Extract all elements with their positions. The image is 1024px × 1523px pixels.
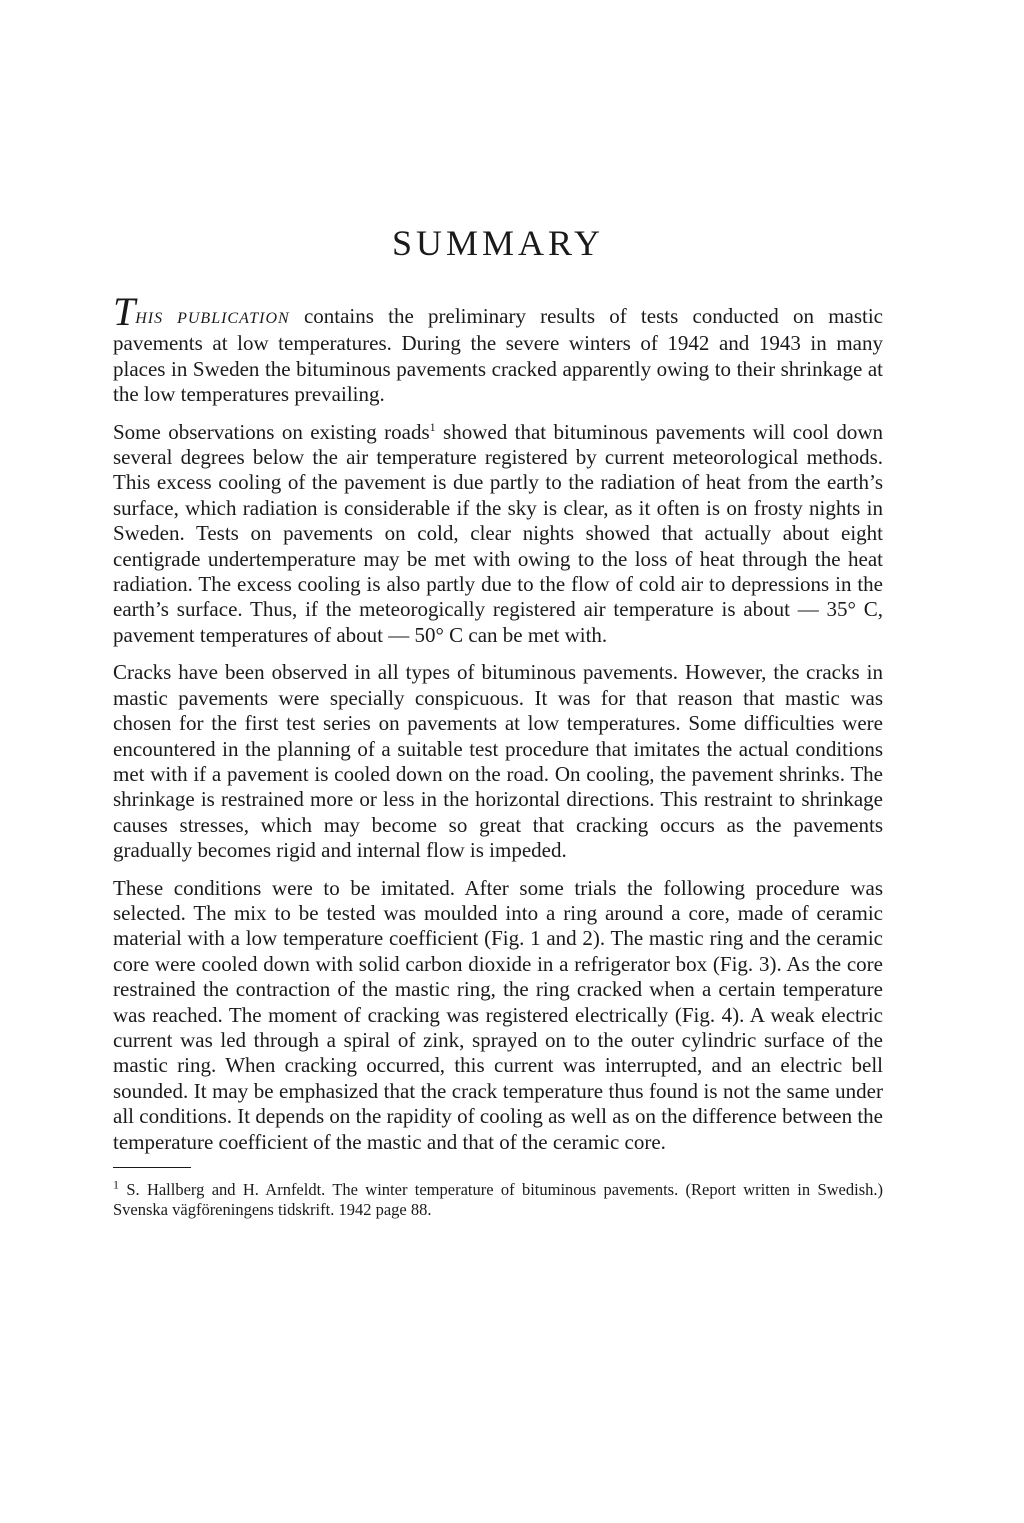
summary-body bbox=[113, 289, 884, 1232]
footnote-reference: 1 bbox=[429, 419, 436, 434]
footnote-marker: 1 bbox=[113, 1177, 119, 1192]
drop-cap: T bbox=[113, 289, 136, 334]
paragraph-1 bbox=[113, 289, 884, 408]
paragraph-2-text-b: showed that bituminous pavements will cool down several degrees below the air temperature registered by current meteorological methods. This excess cooling of the pavement is due partly to the radiation of heat from the earth’s surface, which radiation is considerable if the sky is clear, as it often is on frosty nights in Sweden. Tests on pavements on cold, clear nights showed that actually about eight centigrade undertemperature may be met with owing to the loss of heat through the heat radiation. The excess cooling is also partly due to the flow of cold air to depressions in the earth’s surface. Thus, if the meteorogically registered air temperature is about — 35° C, pavement temperatures of about — 50° C can be met with. bbox=[113, 419, 884, 647]
footnote-text: S. Hallberg and H. Arnfeldt. The winter temperature of bituminous pavements. (Report written in Swedish.) Svenska vägföreningens tidskrift. 1942 page 88. bbox=[113, 1180, 883, 1219]
lead-in-words: HIS PUBLICATION bbox=[135, 310, 290, 327]
footnote-divider bbox=[113, 1167, 191, 1168]
paragraph-2-text-a: Some observations on existing roads bbox=[113, 419, 430, 444]
page-title: SUMMARY bbox=[391, 223, 605, 263]
paragraph-2 bbox=[113, 420, 883, 649]
paragraph-1-text: contains the preliminary results of tests conducted on mastic pavements at low temperatures. During the severe winters of 1942 and 1943 in many places in Sweden the bituminous pavements cracked apparently owing to their shrinkage at the low temperatures prevailing. bbox=[113, 304, 884, 407]
footnote bbox=[113, 1177, 883, 1220]
paragraph-4: These conditions were to be imitated. After some trials the following procedure was selected. The mix to be tested was moulded into a ring around a core, made of ceramic material with a low temperature coefficient (Fig. 1 and 2). The mastic ring and the ceramic core were cooled down with solid carbon dioxide in a refrigerator box (Fig. 3). As the core restrained the contraction of the mastic ring, the ring cracked when a certain temperature was reached. The moment of cracking was registered electrically (Fig. 4). A weak electric current was led through a spiral of zink, sprayed on to the outer cylindric surface of the mastic ring. When cracking occurred, this current was interrupted, and an electric bell sounded. It may be emphasized that the crack temperature thus found is not the same under all conditions. It depends on the rapidity of cooling as well as on the difference between the temperature coefficient of the mastic and that of the ceramic core. bbox=[113, 875, 883, 1154]
paragraph-3: Cracks have been observed in all types of bituminous pavements. However, the cracks in mastic pavements were specially conspicuous. It was for that reason that mastic was chosen for the first test series on pavements at low temperatures. Some difficulties were encountered in the planning of a suitable test procedure that imitates the actual conditions met with if a pavement is cooled down on the road. On cooling, the pavement shrinks. The shrinkage is restrained more or less in the horizontal directions. This restraint to shrinkage causes stresses, which may become so great that cracking occurs as the pavements gradually becomes rigid and internal flow is impeded. bbox=[113, 660, 883, 863]
